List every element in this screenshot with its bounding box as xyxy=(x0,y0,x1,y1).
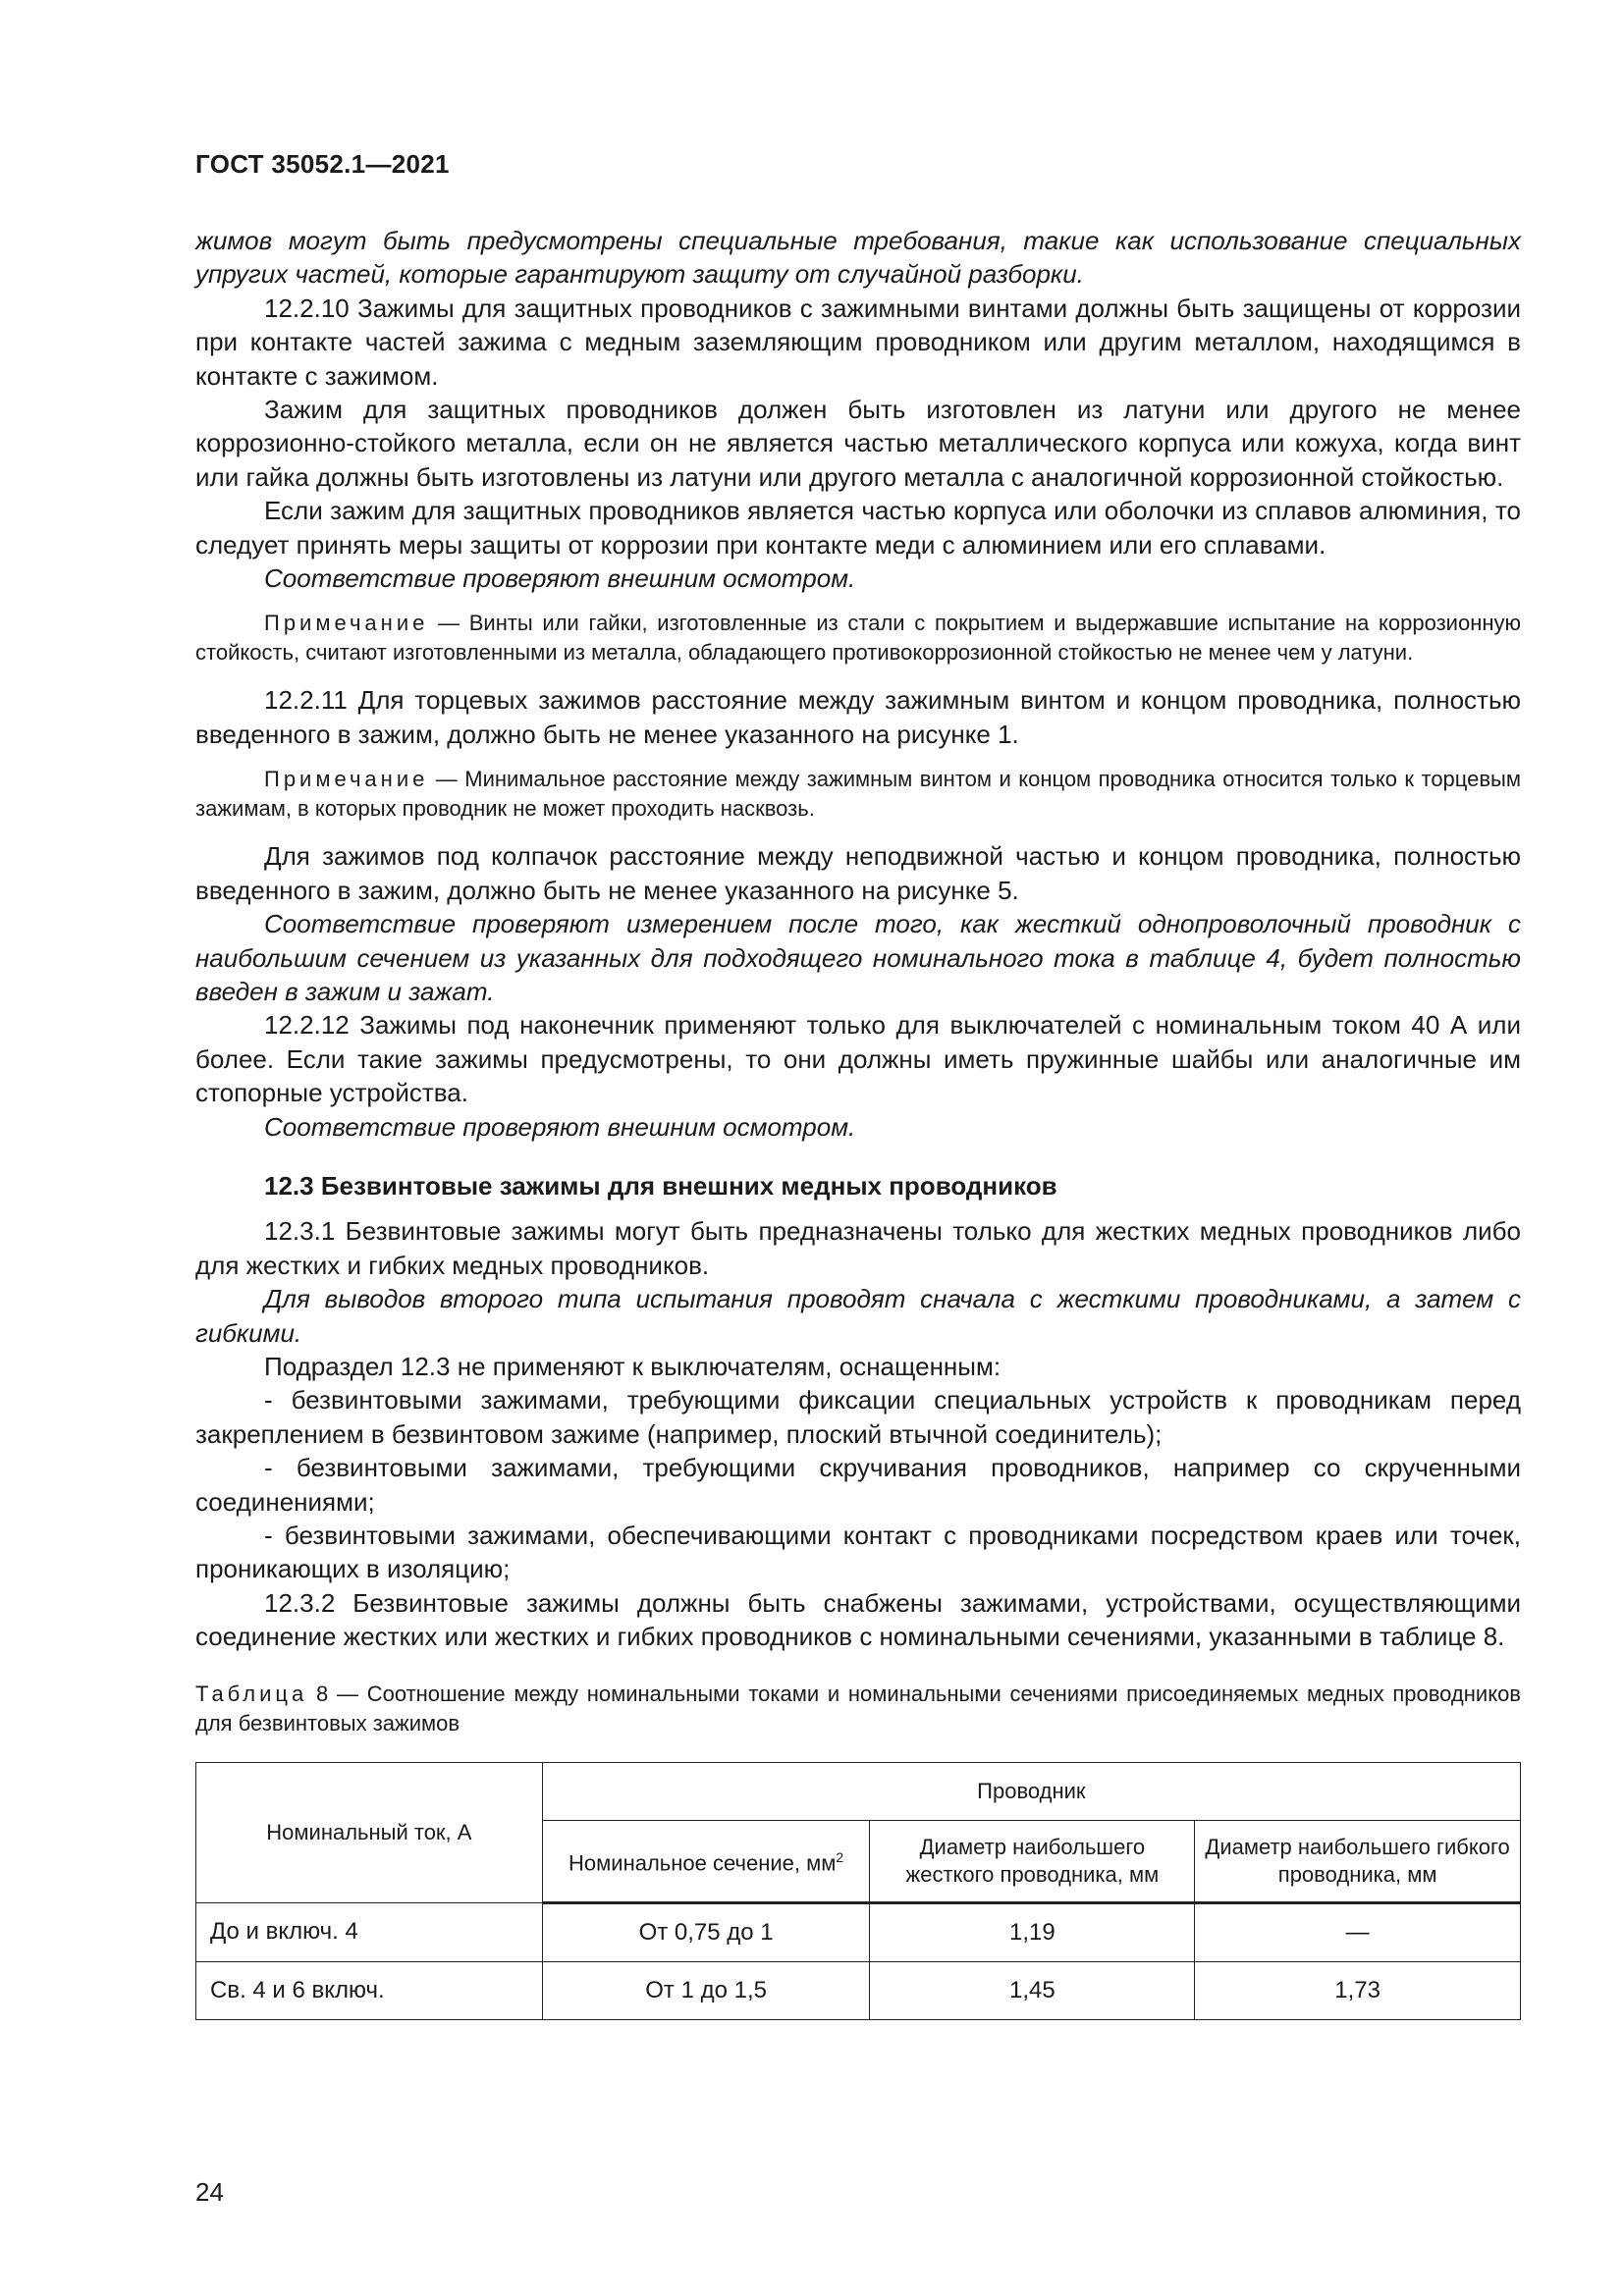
header-conductor-group: Проводник xyxy=(542,1762,1520,1820)
list-item: - безвинтовыми зажимами, обеспечивающими контакт с проводниками посредством краев или точек, проникающих в изоляцию; xyxy=(195,1521,1521,1584)
paragraph-second-type: Для выводов второго типа испытания проводят сначала с жесткими проводниками, а затем с гибкими. xyxy=(195,1284,1521,1348)
header-nominal-current: Номинальный ток, А xyxy=(196,1762,543,1902)
paragraph-cap-terminals: Для зажимов под колпачок расстояние между неподвижной частью и концом проводника, полностью введенного в зажим, должно быть не менее указанного на рисунке 5. xyxy=(195,841,1521,905)
note-label: Примечание xyxy=(264,611,429,636)
note-text: — Винты или гайки, изготовленные из стали с покрытием и выдержавшие испытание на коррозионную стойкость, считают изготовленными из металла, обладающего противокоррозионной стойкостью не менее чем у латуни. xyxy=(195,611,1521,666)
page-number: 24 xyxy=(195,2177,224,2207)
cell-section: От 1 до 1,5 xyxy=(542,1961,870,2019)
cell-section: От 0,75 до 1 xyxy=(542,1902,870,1961)
note-label: Примечание xyxy=(264,767,429,792)
table-row xyxy=(196,1902,1521,1961)
compliance-check-3: Соответствие проверяют внешним осмотром. xyxy=(264,1111,856,1142)
table-8 xyxy=(195,1762,1521,2020)
document-code-header: ГОСТ 35052.1—2021 xyxy=(195,149,450,179)
clause-12-2-12: 12.2.12 Зажимы под наконечник применяют только для выключателей с номинальным током 40 А или более. Если такие зажимы предусмотрены, то они должны иметь пружинные шайбы или аналогичные им стопорные устройства. xyxy=(195,1010,1521,1108)
cell-current: До и включ. 4 xyxy=(196,1902,543,1961)
cell-current: Св. 4 и 6 включ. xyxy=(196,1961,543,2019)
section-heading-12-3: 12.3 Безвинтовые зажимы для внешних медных проводников xyxy=(264,1170,1057,1201)
cell-flexible: 1,73 xyxy=(1195,1961,1521,2019)
clause-12-3-1: 12.3.1 Безвинтовые зажимы могут быть предназначены только для жестких медных проводников либо для жестких и гибких медных проводников. xyxy=(195,1216,1521,1280)
clause-12-2-11: 12.2.11 Для торцевых зажимов расстояние между зажимным винтом и концом проводника, полностью введенного в зажим, должно быть не менее указанного на рисунке 1. xyxy=(195,685,1521,749)
table-row xyxy=(196,1961,1521,2019)
header-rigid-diameter: Диаметр наибольшего жесткого проводника, мм xyxy=(870,1820,1195,1902)
list-item: - безвинтовыми зажимами, требующими фиксации специальных устройств к проводникам перед закреплением в безвинтовом зажиме (например, плоский втычной соединитель); xyxy=(195,1385,1521,1449)
table-caption-label: Таблица xyxy=(195,1681,308,1706)
compliance-check-1: Соответствие проверяют внешним осмотром. xyxy=(264,563,856,594)
header-flexible-diameter: Диаметр наибольшего гибкого проводника, мм xyxy=(1195,1820,1521,1902)
cell-rigid: 1,19 xyxy=(870,1902,1195,1961)
table-caption-text: 8 — Соотношение между номинальными токами и номинальными сечениями присоединяемых медных проводников для безвинтовых зажимов xyxy=(195,1681,1521,1735)
cell-flexible: — xyxy=(1195,1902,1521,1961)
paragraph-not-applicable: Подраздел 12.3 не применяют к выключателям, оснащенным: xyxy=(264,1351,1001,1381)
note-1 xyxy=(195,609,1521,667)
clause-12-2-10: 12.2.10 Зажимы для защитных проводников с зажимными винтами должны быть защищены от коррозии при контакте частей зажима с медным заземляющим проводником или другим металлом, находящимся в контакте с зажимом. xyxy=(195,293,1521,391)
paragraph-continuation: жимов могут быть предусмотрены специальные требования, такие как использование специальных упругих частей, которые гарантируют защиту от случайной разборки. xyxy=(195,226,1521,290)
header-nominal-section: Номинальное сечение, $мм^2$ xyxy=(542,1820,870,1902)
document-body xyxy=(195,224,1521,2020)
table-8-caption xyxy=(195,1680,1521,1738)
paragraph-aluminium: Если зажим для защитных проводников является частью корпуса или оболочки из сплавов алюминия, то следует принять меры защиты от коррозии при контакте меди с алюминием или его сплавами. xyxy=(195,496,1521,560)
compliance-check-2: Соответствие проверяют измерением после того, как жесткий однопроволочный проводник с наибольшим сечением из указанных для подходящего номинального тока в таблице 4, будет полностью введен в зажим и зажат. xyxy=(195,909,1521,1006)
note-text: — Минимальное расстояние между зажимным винтом и концом проводника относится только к торцевым зажимам, в которых проводник не может проходить насквозь. xyxy=(195,767,1521,822)
clause-12-3-2: 12.3.2 Безвинтовые зажимы должны быть снабжены зажимами, устройствами, осуществляющими соединение жестких или жестких и гибких проводников с номинальными сечениями, указанными в таблице 8. xyxy=(195,1587,1521,1652)
paragraph-material: Зажим для защитных проводников должен быть изготовлен из латуни или другого не менее коррозионно-стойкого металла, если он не является частью металлического корпуса или кожуха, когда винт или гайка должны быть изготовлены из латуни или другого металла с аналогичной коррозионной стойкостью. xyxy=(195,395,1521,492)
cell-rigid: 1,45 xyxy=(870,1961,1195,2019)
note-2 xyxy=(195,765,1521,824)
list-item: - безвинтовыми зажимами, требующими скручивания проводников, например со скрученными соединениями; xyxy=(195,1453,1521,1517)
